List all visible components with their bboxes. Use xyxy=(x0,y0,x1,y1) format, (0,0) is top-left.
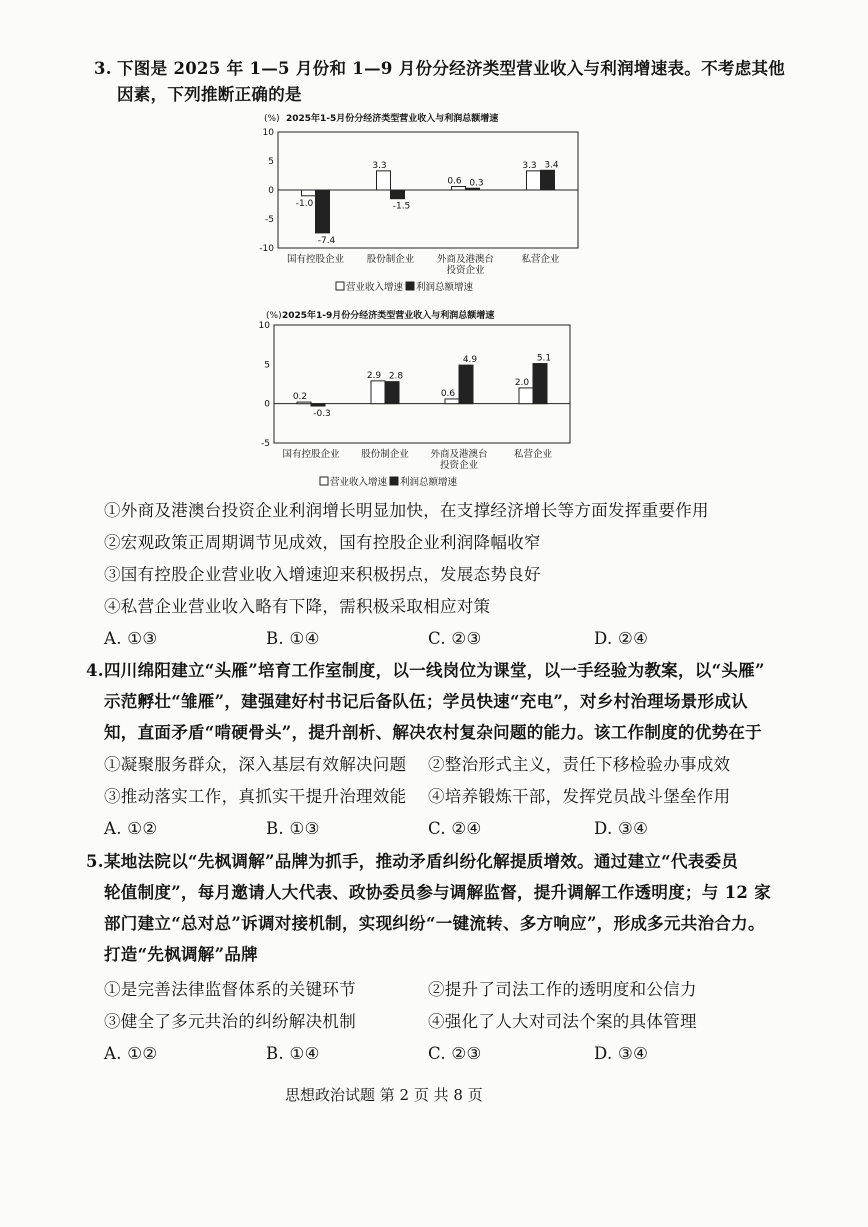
q3-statement-2: ②宏观政策正周期调节见成效，国有控股企业利润降幅收窄 xyxy=(104,533,541,552)
category-label: 投资企业 xyxy=(446,265,485,276)
q4-option-b[interactable]: B. ①③ xyxy=(266,819,320,838)
profit-bar xyxy=(311,404,325,406)
data-label: 3.3 xyxy=(372,160,387,171)
q3-statement-3: ③国有控股企业营业收入增速迎来积极拐点，发展态势良好 xyxy=(104,565,541,584)
chart-title: 2025年1-5月份分经济类型营业收入与利润总额增速 xyxy=(286,114,499,124)
y-tick-label: -5 xyxy=(265,215,274,225)
q5-option-b[interactable]: B. ①④ xyxy=(266,1044,320,1063)
page-footer: 思想政治试题 第 2 页 共 8 页 xyxy=(285,1086,483,1104)
revenue-bar xyxy=(377,171,391,190)
y-tick-label: 0 xyxy=(264,399,270,410)
data-label: 4.9 xyxy=(462,355,478,366)
data-label: 5.1 xyxy=(536,353,552,364)
profit-bar xyxy=(541,170,555,190)
q4-statement-4: ④培养锻炼干部，发挥党员战斗堡垒作用 xyxy=(428,787,731,806)
q3-option-c[interactable]: C. ②③ xyxy=(428,629,482,648)
chart-unit-label: (%) xyxy=(266,311,282,321)
legend-revenue-swatch xyxy=(320,477,328,485)
q4-number: 4. xyxy=(86,661,104,680)
revenue-bar xyxy=(519,388,533,404)
category-label: 外商及港澳台 xyxy=(436,254,495,265)
q4-stem-line1: 四川绵阳建立“头雁”培育工作室制度，以一线岗位为课堂，以一手经验为教案，以“头雁” xyxy=(104,661,765,680)
chart-jan-may xyxy=(250,108,590,300)
category-label: 私营企业 xyxy=(513,449,553,460)
data-label: -0.3 xyxy=(313,409,331,420)
q3-option-a[interactable]: A. ①③ xyxy=(104,629,158,648)
chart-jan-sep-svg xyxy=(252,305,582,495)
q4-stem-line3: 知，直面矛盾“啃硬骨头”，提升剖析、解决农村复杂问题的能力。该工作制度的优势在于 xyxy=(104,723,762,742)
q5-option-c[interactable]: C. ②③ xyxy=(428,1044,482,1063)
y-tick-label: -5 xyxy=(261,439,270,449)
q4-statement-2: ②整治形式主义，责任下移检验办事成效 xyxy=(428,755,731,774)
data-label: 2.8 xyxy=(388,371,404,382)
legend-revenue-swatch xyxy=(336,282,344,290)
q4-statement-3: ③推动落实工作，真抓实干提升治理效能 xyxy=(104,787,407,806)
data-label: 0.2 xyxy=(292,392,308,403)
data-label: 2.9 xyxy=(366,370,382,381)
legend-profit-label: 利润总额增速 xyxy=(416,282,474,293)
revenue-bar xyxy=(302,190,316,196)
category-label: 私营企业 xyxy=(521,254,560,265)
data-label: -7.4 xyxy=(317,235,336,246)
q3-option-b[interactable]: B. ①④ xyxy=(266,629,320,648)
q5-stem-line1: 某地法院以“先枫调解”品牌为抓手，推动矛盾纠纷化解提质增效。通过建立“代表委员 xyxy=(104,852,739,871)
q3-stem-line1: 下图是 2025 年 1—5 月份和 1—9 月份分经济类型营业收入与利润增速表。不考虑其他 xyxy=(117,59,786,78)
q3-statement-1: ①外商及港澳台投资企业利润增长明显加快，在支撑经济增长等方面发挥重要作用 xyxy=(104,501,709,520)
q3-statement-4: ④私营企业营业收入略有下降，需积极采取相应对策 xyxy=(104,597,491,616)
y-tick-label: 0 xyxy=(268,186,274,196)
q5-number: 5. xyxy=(86,852,104,871)
y-tick-label: -10 xyxy=(259,244,274,254)
y-tick-label: 10 xyxy=(262,128,274,138)
chart-title: 2025年1-9月份分经济类型营业收入与利润总额增速 xyxy=(282,311,495,321)
q4-stem-line2: 示范孵壮“雏雁”，建强建好村书记后备队伍；学员快速“充电”，对乡村治理场景形成认 xyxy=(104,692,748,711)
q5-option-d[interactable]: D. ③④ xyxy=(594,1044,649,1063)
q5-statement-1: ①是完善法律监督体系的关键环节 xyxy=(104,980,356,999)
profit-bar xyxy=(466,188,480,190)
data-label: 0.6 xyxy=(440,388,456,399)
profit-bar xyxy=(316,190,330,233)
category-label: 股份制企业 xyxy=(361,449,409,460)
legend-profit-swatch xyxy=(406,282,414,290)
data-label: 0.6 xyxy=(447,176,462,187)
category-label: 股份制企业 xyxy=(366,254,415,265)
y-tick-label: 10 xyxy=(258,321,270,331)
profit-bar xyxy=(459,365,473,404)
y-tick-label: 5 xyxy=(264,360,270,371)
revenue-bar xyxy=(297,402,311,404)
q5-option-a[interactable]: A. ①② xyxy=(104,1044,158,1063)
q5-stem-line3: 部门建立“总对总”诉调对接机制，实现纠纷“一键流转、多方响应”，形成多元共治合力。 xyxy=(104,914,765,933)
revenue-bar xyxy=(445,399,459,404)
category-label: 外商及港澳台 xyxy=(430,449,488,460)
category-label: 国有控股企业 xyxy=(286,254,345,265)
legend-revenue-label: 营业收入增速 xyxy=(346,282,404,293)
chart-jan-may-svg xyxy=(250,108,590,300)
profit-bar xyxy=(533,364,547,404)
chart-jan-sep xyxy=(252,305,582,495)
q5-stem-line2: 轮值制度”，每月邀请人大代表、政协委员参与调解监督，提升调解工作透明度；与 12 家 xyxy=(104,883,772,902)
q5-stem-line4: 打造“先枫调解”品牌 xyxy=(104,945,258,964)
q4-option-a[interactable]: A. ①② xyxy=(104,819,158,838)
q4-option-d[interactable]: D. ③④ xyxy=(594,819,649,838)
profit-bar xyxy=(391,190,405,199)
q3-stem-line2: 因素，下列推断正确的是 xyxy=(117,85,302,104)
q5-statement-3: ③健全了多元共治的纠纷解决机制 xyxy=(104,1012,356,1031)
q4-statement-1: ①凝聚服务群众，深入基层有效解决问题 xyxy=(104,755,407,774)
chart-unit-label: (%) xyxy=(264,114,280,124)
profit-bar xyxy=(385,382,399,404)
q5-statement-4: ④强化了人大对司法个案的具体管理 xyxy=(428,1012,697,1031)
data-label: -1.5 xyxy=(392,201,411,212)
revenue-bar xyxy=(527,171,541,190)
legend-revenue-label: 营业收入增速 xyxy=(330,477,388,488)
q5-statement-2: ②提升了司法工作的透明度和公信力 xyxy=(428,980,697,999)
data-label: -1.0 xyxy=(295,198,314,209)
q3-option-d[interactable]: D. ②④ xyxy=(594,629,649,648)
data-label: 2.0 xyxy=(514,377,530,388)
y-tick-label: 5 xyxy=(268,157,274,167)
category-label: 国有控股企业 xyxy=(282,449,340,460)
legend-profit-label: 利润总额增速 xyxy=(400,477,458,488)
revenue-bar xyxy=(371,381,385,404)
data-label: 3.3 xyxy=(522,160,537,171)
q4-option-c[interactable]: C. ②④ xyxy=(428,819,482,838)
data-label: 3.4 xyxy=(544,160,559,171)
revenue-bar xyxy=(452,187,466,190)
q3-number: 3. xyxy=(94,59,112,78)
category-label: 投资企业 xyxy=(439,460,479,471)
data-label: 0.3 xyxy=(469,178,484,189)
legend-profit-swatch xyxy=(390,477,398,485)
